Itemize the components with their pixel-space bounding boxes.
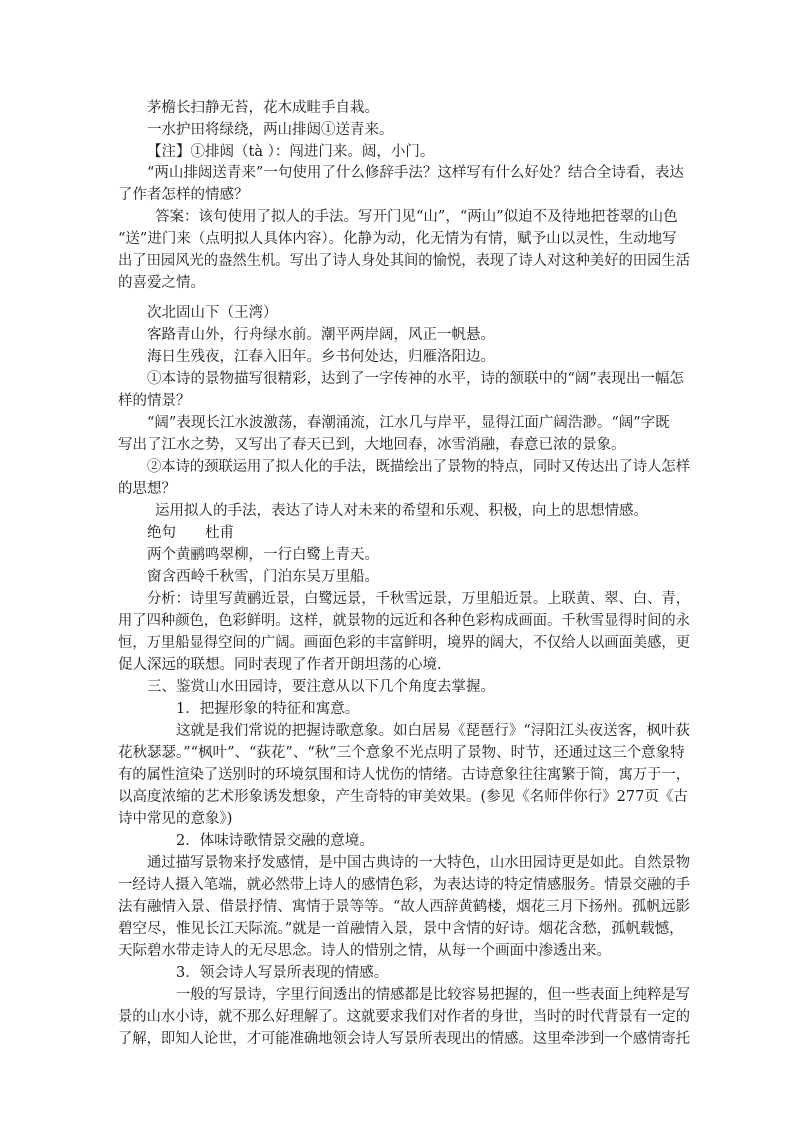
body-paragraph: 花秋瑟瑟。”“枫叶”、“荻花”、“秋”三个意象不光点明了景物、时节，还通过这三个意象特 bbox=[118, 745, 685, 761]
poem-title: 绝句 杜甫 bbox=[147, 525, 234, 541]
poem-title: 次北固山下（王湾） bbox=[147, 305, 278, 321]
poem-line: 两个黄鹂鸣翠柳，一行白鹭上青天。 bbox=[147, 547, 379, 563]
question-text: ①本诗的景物描写很精彩，达到了一字传神的水平，诗的颔联中的“阔”表现出一幅怎 bbox=[147, 371, 684, 387]
poem-line: 一水护田将绿绕，两山排闼①送青来。 bbox=[147, 122, 394, 138]
poem-line: 窗含西岭千秋雪，门泊东吴万里船。 bbox=[147, 569, 379, 585]
analysis-text: 恒，万里船显得空间的广阔。画面色彩的丰富鲜明，境界的阔大，不仅给人以画面美感，更 bbox=[118, 635, 690, 651]
body-paragraph: 了解，即知人论世，才可能准确地领会诗人写景所表现出的情感。这里牵涉到一个感情寄托 bbox=[118, 1031, 690, 1047]
body-paragraph: 一经诗人摄入笔端，就必然带上诗人的感情色彩，为表达诗的特定情感服务。情景交融的手 bbox=[118, 877, 690, 893]
question-text: 样的情景？ bbox=[118, 393, 191, 409]
answer-text: 出了田园风光的盎然生机。写出了诗人身处其间的愉悦，表现了诗人对这种美好的田园生活 bbox=[118, 253, 690, 269]
body-paragraph: 有的属性渲染了送别时的环境氛围和诗人忧伤的情绪。古诗意象往往寓繁于简，寓万于一， bbox=[118, 767, 690, 783]
analysis-text: 用了四种颜色，色彩鲜明。这样，就景物的远近和各种色彩构成画面。千秋雪显得时间的永 bbox=[118, 613, 690, 629]
body-paragraph: 这就是我们常说的把握诗歌意象。如白居易《琵琶行》“浔阳江头夜送客，枫叶荻 bbox=[176, 723, 690, 739]
subsection-heading: 2．体味诗歌情景交融的意境。 bbox=[176, 833, 374, 849]
question-text: 了作者怎样的情感？ bbox=[118, 187, 249, 203]
body-paragraph: 以高度浓缩的艺术形象诱发想象，产生奇特的审美效果。(参见《名师伴你行》277页《古 bbox=[118, 789, 688, 805]
answer-text: 答案：该句使用了拟人的手法。写开门见“山”，“两山”似迫不及待地把苍翠的山色 bbox=[155, 209, 678, 225]
body-paragraph: 景的山水小诗，就不那么好理解了。这就要求我们对作者的身世，当时的时代背景有一定的 bbox=[118, 1009, 690, 1025]
poem-line: 海日生残夜，江春入旧年。乡书何处达，归雁洛阳边。 bbox=[147, 349, 495, 365]
question-text: “两山排闼送青来”一句使用了什么修辞手法？这样写有什么好处？结合全诗看，表达 bbox=[147, 165, 684, 181]
section-heading: 三、鉴赏山水田园诗，要注意从以下几个角度去掌握。 bbox=[147, 679, 495, 695]
subsection-heading: 1．把握形象的特征和寓意。 bbox=[176, 701, 360, 717]
answer-text: 的喜爱之情。 bbox=[118, 275, 205, 291]
answer-text: 运用拟人的手法，表达了诗人对未来的希望和乐观、积极，向上的思想情感。 bbox=[155, 503, 648, 519]
poem-line: 茅檐长扫静无苔，花木成畦手自栽。 bbox=[147, 100, 379, 116]
answer-text: “送”进门来（点明拟人具体内容）。化静为动，化无情为有情，赋予山以灵性，生动地写 bbox=[118, 231, 677, 247]
answer-text: 写出了江水之势，又写出了春天已到，大地回春，冰雪消融，春意已浓的景象。 bbox=[118, 437, 626, 453]
body-paragraph: 碧空尽，惟见长江天际流。”就是一首融情入景，景中含情的好诗。烟花含愁，孤帆载憾， bbox=[118, 921, 684, 937]
subsection-heading: 3．领会诗人写景所表现的情感。 bbox=[176, 965, 389, 981]
annotation-note: 【注】①排闼（tà ）：闯进门来。闼，小门。 bbox=[147, 144, 435, 160]
question-text: 的思想？ bbox=[118, 481, 176, 497]
analysis-text: 分析：诗里写黄鹂近景，白鹭远景，千秋雪远景，万里船近景。上联黄、翠、白、青， bbox=[147, 591, 691, 607]
answer-text: “阔”表现长江水波激荡，春潮涌流，江水几与岸平，显得江面广阔浩渺。“阔”字既 bbox=[147, 415, 670, 431]
body-paragraph: 通过描写景物来抒发感情，是中国古典诗的一大特色，山水田园诗更是如此。自然景物 bbox=[147, 855, 691, 871]
poem-line: 客路青山外，行舟绿水前。潮平两岸阔，风正一帆悬。 bbox=[147, 327, 495, 343]
body-paragraph: 法有融情入景、借景抒情、寓情于景等等。“故人西辞黄鹤楼，烟花三月下扬州。孤帆远影 bbox=[118, 899, 690, 915]
body-paragraph: 天际碧水带走诗人的无尽思念。诗人的惜别之情，从每一个画面中渗透出来。 bbox=[118, 943, 611, 959]
body-paragraph: 一般的写景诗，字里行间透出的情感都是比较容易把握的，但一些表面上纯粹是写 bbox=[176, 987, 691, 1003]
analysis-text: 促人深远的联想。同时表现了作者开朗坦荡的心境. bbox=[118, 657, 442, 673]
body-paragraph: 诗中常见的意象》) bbox=[118, 811, 233, 827]
question-text: ②本诗的颈联运用了拟人化的手法，既描绘出了景物的特点，同时又传达出了诗人怎样 bbox=[147, 459, 691, 475]
